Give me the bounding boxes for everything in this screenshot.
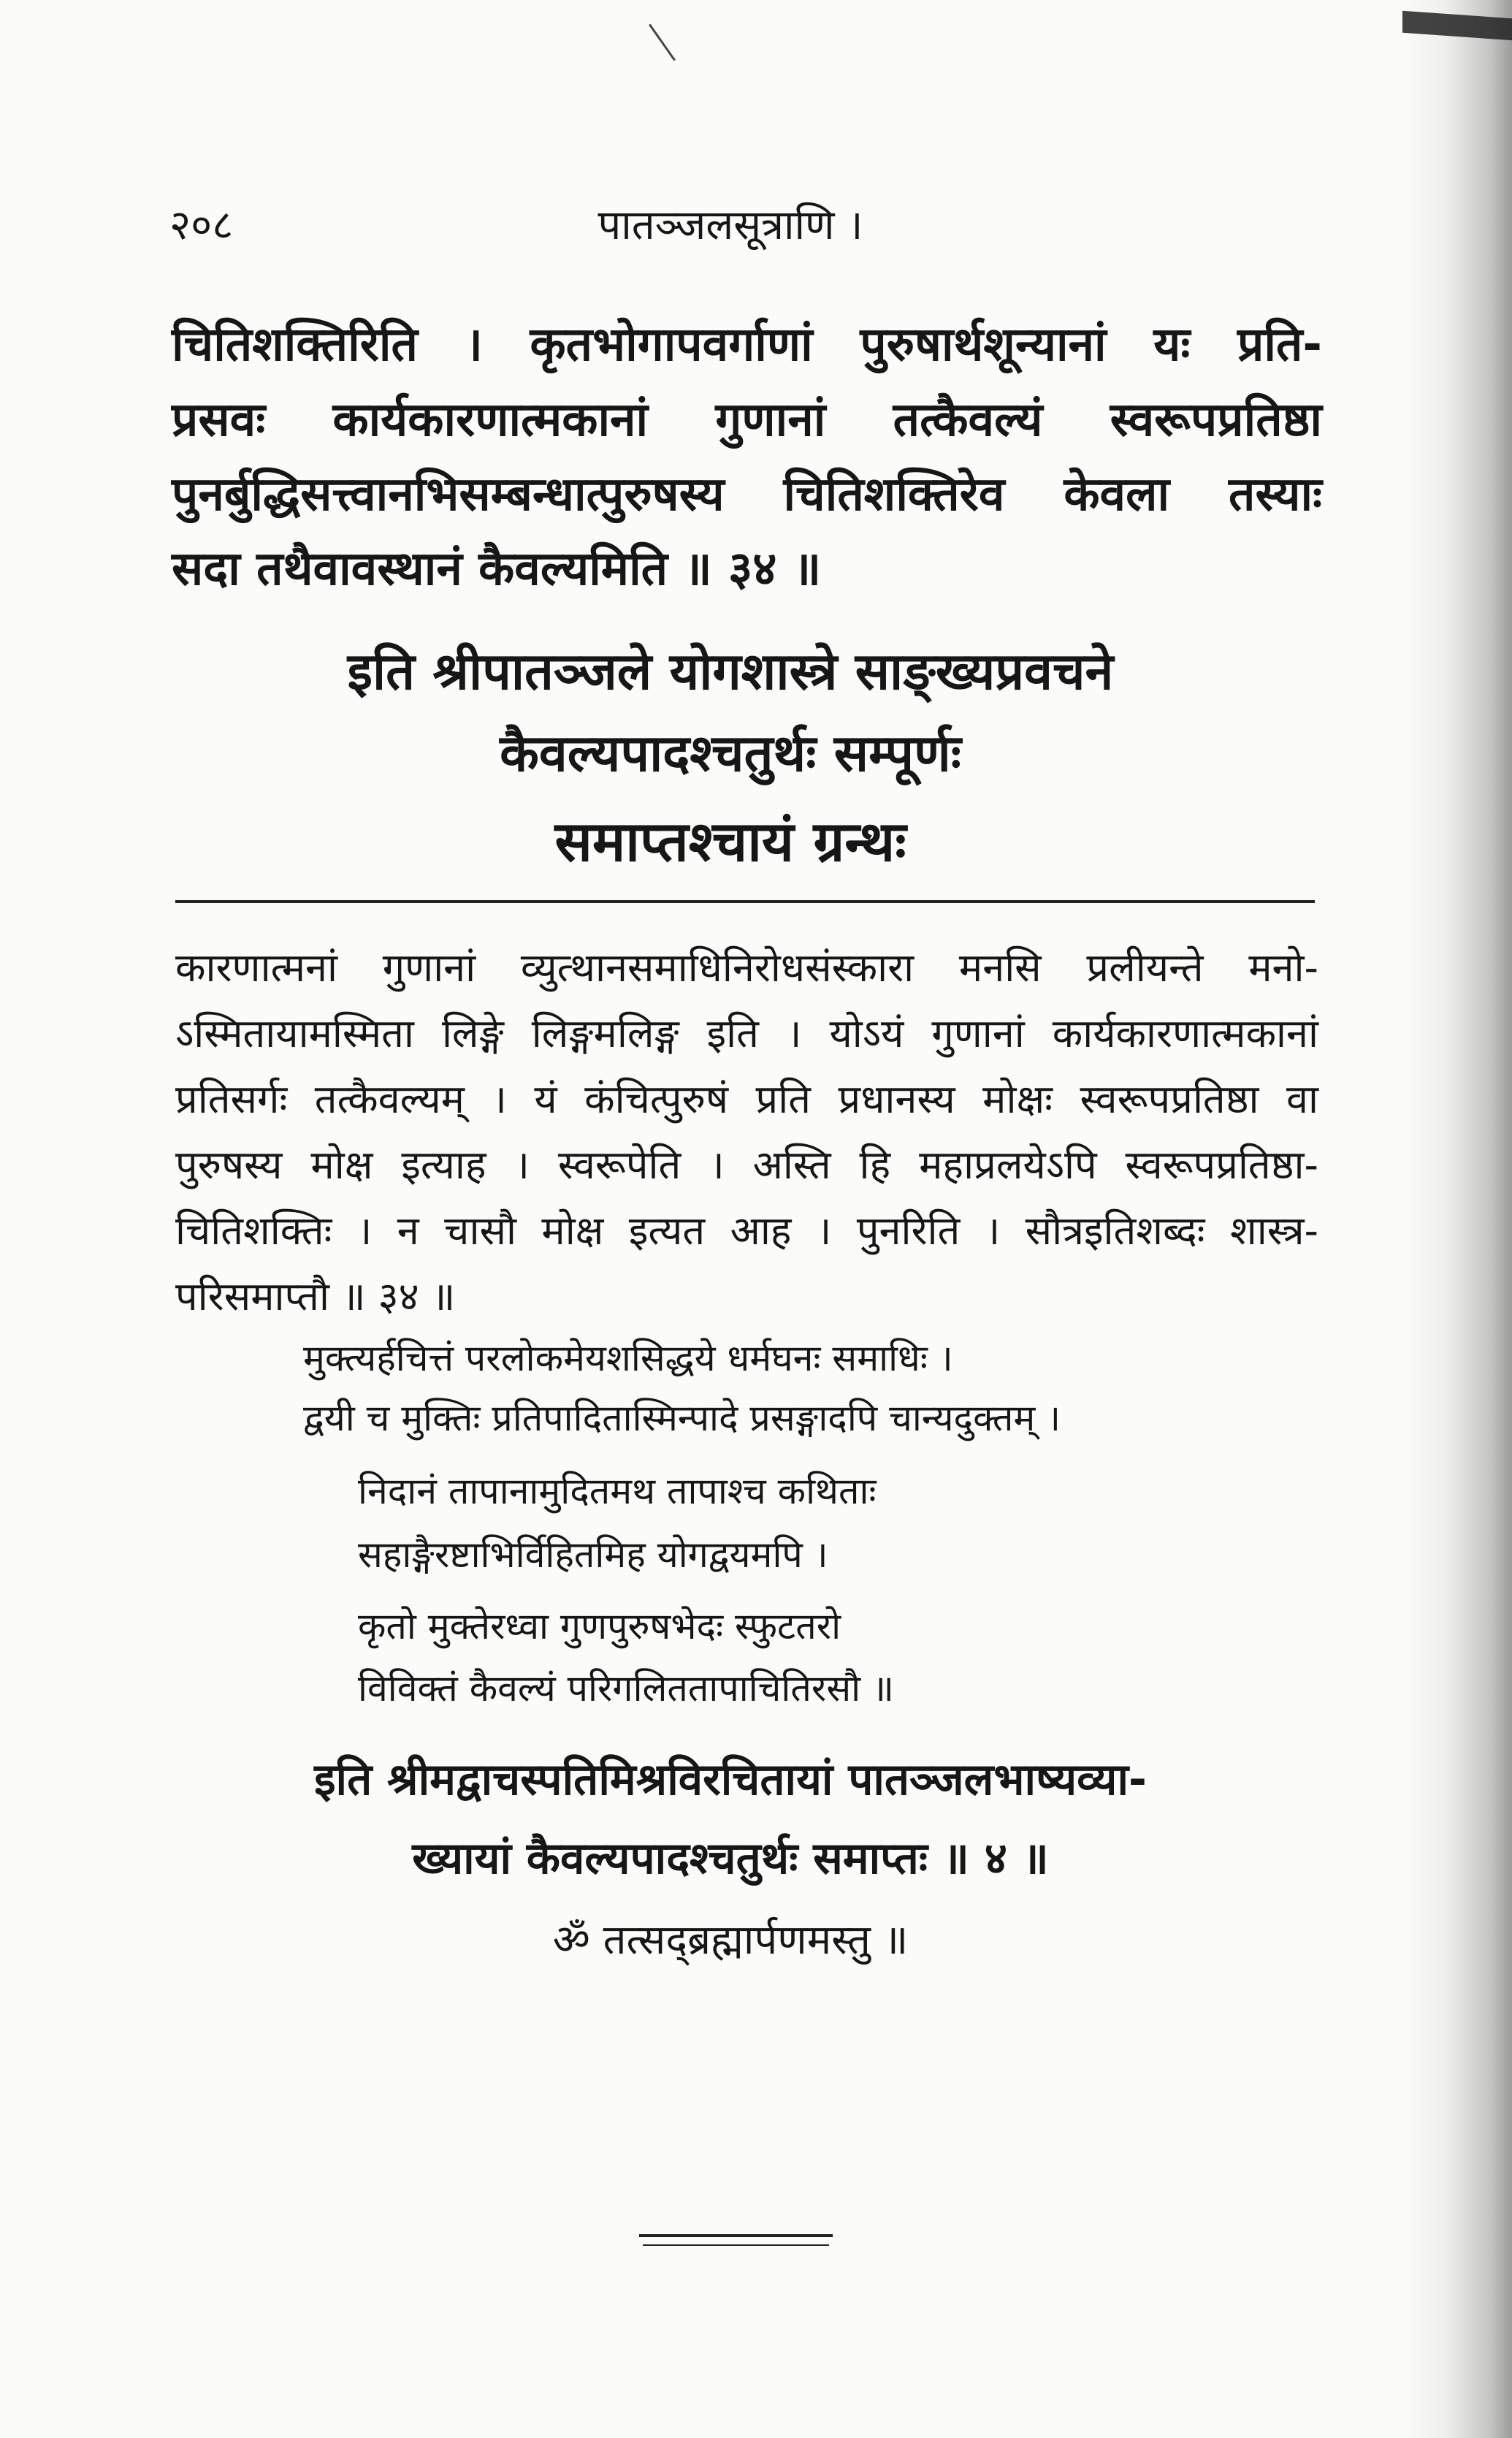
end-rule <box>639 2234 833 2237</box>
colophon-line: इति श्रीमद्वाचस्पतिमिश्रविरचितायां पातञ्जलभाष्यव्या- <box>314 1754 1147 1805</box>
commentary-line: ऽस्मितायामस्मिता लिङ्गे लिङ्गमलिङ्ग इति । योऽयं गुणानां कार्यकारणात्मकानां <box>175 1010 1318 1056</box>
commentary-line: चितिशक्तिः । न चासौ मोक्ष इत्यत आह । पुनरिति । सौत्रइतिशब्दः शास्त्र- <box>175 1208 1318 1254</box>
running-title: पातञ्जलसूत्राणि । <box>597 202 863 249</box>
verse-line: कृतो मुक्तेरध्वा गुणपुरुषभेदः स्फुटतरो <box>358 1605 841 1647</box>
page-number: २०८ <box>169 202 234 249</box>
verse-line: निदानं तापानामुदितमथ तापाश्च कथिताः <box>358 1470 877 1512</box>
sutra-line: सदा तथैवावस्थानं कैवल्यमिति ॥ ३४ ॥ <box>172 542 822 596</box>
commentary-line: प्रतिसर्गः तत्कैवल्यम् । यं कंचित्पुरुषं प्रति प्रधानस्य मोक्षः स्वरूपप्रतिष्ठा वा <box>175 1076 1318 1122</box>
scan-mark <box>649 24 676 61</box>
section-end-line: इति श्रीपातञ्जले योगशास्त्रे साङ्ख्यप्रवचने <box>347 641 1114 701</box>
sutra-line: प्रसवः कार्यकारणात्मकानां गुणानां तत्कैवल्यं स्वरूपप्रतिष्ठा <box>172 393 1322 447</box>
binding-shadow <box>1402 0 1512 2438</box>
section-end-title: समाप्तश्चायं ग्रन्थः <box>554 809 906 874</box>
commentary-divider <box>175 900 1315 903</box>
verse-line: मुक्त्यर्हचित्तं परलोकमेयशसिद्धये धर्मघनः समाधिः । <box>303 1337 953 1379</box>
verse-line: विविक्तं कैवल्यं परिगलिततापाचितिरसौ ॥ <box>358 1667 894 1710</box>
colophon-line: ख्यायां कैवल्यपादश्चतुर्थः समाप्तः ॥ ४ ॥ <box>412 1833 1049 1884</box>
colophon-invocation: ॐ तत्सद्ब्रह्मार्पणमस्तु ॥ <box>552 1916 909 1964</box>
commentary-line: परिसमाप्तौ ॥ ३४ ॥ <box>175 1273 456 1319</box>
sutra-line: पुनर्बुद्धिसत्त्वानभिसम्बन्धात्पुरुषस्य चितिशक्तिरेव केवला तस्याः <box>172 468 1322 522</box>
sutra-line: चितिशक्तिरिति । कृतभोगापवर्गाणां पुरुषार्थशून्यानां यः प्रति- <box>172 318 1322 372</box>
section-end-line: कैवल्यपादश्चतुर्थः सम्पूर्णः <box>500 723 961 783</box>
verse-line: द्वयी च मुक्तिः प्रतिपादितास्मिन्पादे प्रसङ्गादपि चान्यदुक्तम् । <box>303 1397 1061 1439</box>
end-rule <box>643 2244 829 2246</box>
commentary-line: पुरुषस्य मोक्ष इत्याह । स्वरूपेति । अस्ति हि महाप्रलयेऽपि स्वरूपप्रतिष्ठा- <box>175 1142 1318 1188</box>
commentary-line: कारणात्मनां गुणानां व्युत्थानसमाधिनिरोधसंस्कारा मनसि प्रलीयन्ते मनो- <box>175 945 1318 991</box>
verse-line: सहाङ्गैरष्टाभिर्विहितमिह योगद्वयमपि । <box>358 1534 828 1576</box>
